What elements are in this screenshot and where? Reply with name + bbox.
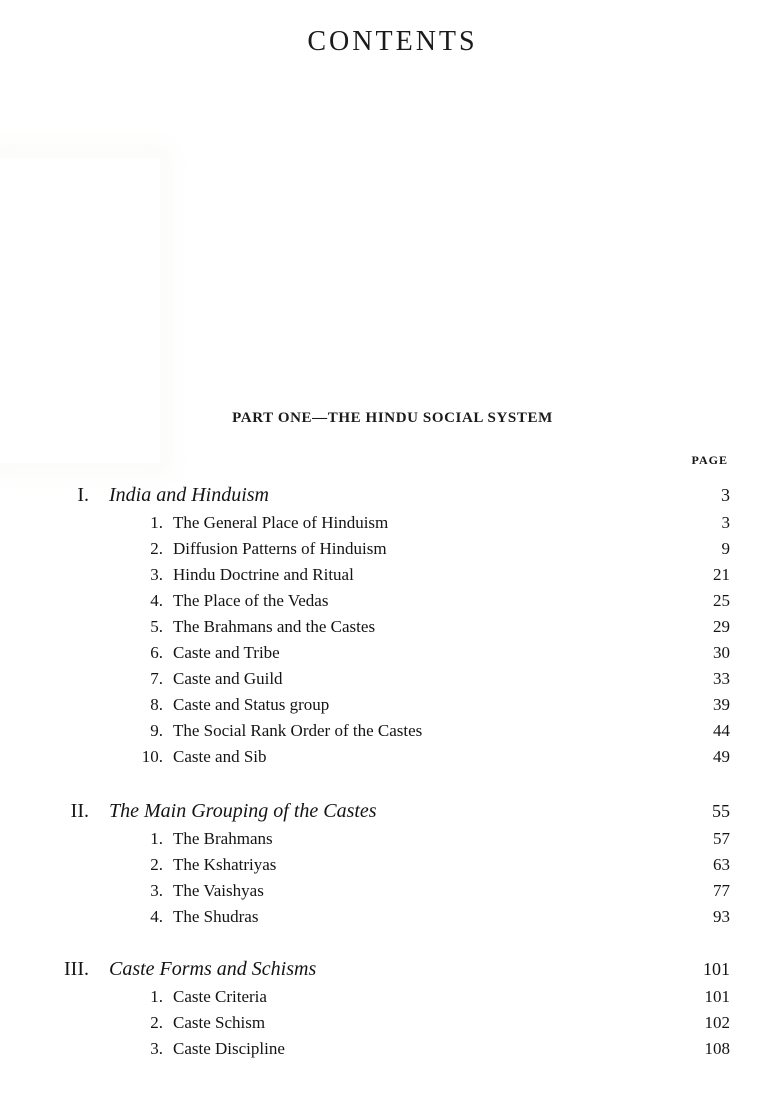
item-number: 8. — [150, 695, 163, 714]
chapter-numeral: I. — [77, 484, 89, 506]
item-number: 5. — [150, 617, 163, 636]
item-title: The Shudras — [173, 907, 259, 926]
chapter-page-number: 55 — [712, 801, 730, 821]
toc-item-row — [55, 904, 730, 930]
toc-item-row — [55, 510, 730, 536]
item-number: 1. — [150, 987, 163, 1006]
item-title: The Brahmans and the Castes — [173, 617, 376, 636]
item-title: The Social Rank Order of the Castes — [173, 721, 423, 740]
item-page-number: 63 — [713, 855, 730, 874]
page-column-label: PAGE — [691, 453, 728, 467]
item-number: 6. — [150, 643, 163, 662]
chapter-page-number: 101 — [703, 959, 730, 979]
toc-item-row — [55, 878, 730, 904]
page-title: CONTENTS — [307, 26, 478, 57]
chapter-row — [55, 954, 730, 984]
item-page-number: 33 — [713, 669, 730, 688]
toc-item-row — [55, 1010, 730, 1036]
toc-item-row — [55, 744, 730, 770]
item-page-number: 93 — [713, 907, 730, 926]
item-page-number: 21 — [713, 565, 730, 584]
item-number: 4. — [150, 591, 163, 610]
toc-item-row — [55, 614, 730, 640]
item-number: 2. — [150, 539, 163, 558]
toc-item-row — [55, 640, 730, 666]
item-title: Caste Discipline — [173, 1039, 285, 1058]
toc-item-row — [55, 984, 730, 1010]
item-page-number: 108 — [704, 1039, 730, 1058]
item-page-number: 49 — [713, 747, 730, 766]
toc-item-row — [55, 666, 730, 692]
item-number: 4. — [150, 907, 163, 926]
item-title: The Place of the Vedas — [173, 591, 329, 610]
item-number: 7. — [150, 669, 163, 688]
item-title: Caste Criteria — [173, 987, 267, 1006]
item-page-number: 30 — [713, 643, 730, 662]
item-number: 3. — [150, 881, 163, 900]
chapter-title: Caste Forms and Schisms — [109, 958, 317, 980]
item-title: Caste and Tribe — [173, 643, 280, 662]
toc-item-row — [55, 1036, 730, 1062]
part-heading: PART ONE—THE HINDU SOCIAL SYSTEM — [232, 410, 553, 426]
chapter-title: The Main Grouping of the Castes — [109, 800, 377, 822]
chapter-row — [55, 796, 730, 826]
item-title: The Brahmans — [173, 829, 273, 848]
item-number: 3. — [150, 1039, 163, 1058]
toc-item-row — [55, 718, 730, 744]
toc-item-row — [55, 536, 730, 562]
item-number: 1. — [150, 829, 163, 848]
item-page-number: 101 — [704, 987, 730, 1006]
item-title: Caste and Guild — [173, 669, 283, 688]
item-page-number: 77 — [713, 881, 730, 900]
item-number: 2. — [150, 1013, 163, 1032]
chapter-page-number: 3 — [721, 485, 730, 505]
item-page-number: 39 — [713, 695, 730, 714]
item-number: 2. — [150, 855, 163, 874]
item-page-number: 9 — [721, 539, 730, 558]
item-page-number: 29 — [713, 617, 730, 636]
item-title: The Vaishyas — [173, 881, 264, 900]
chapter-numeral: III. — [64, 958, 89, 980]
item-number: 9. — [150, 721, 163, 740]
chapter-numeral: II. — [70, 800, 89, 822]
chapter-title: India and Hinduism — [109, 484, 269, 506]
item-title: Caste Schism — [173, 1013, 266, 1032]
item-page-number: 25 — [713, 591, 730, 610]
item-title: Diffusion Patterns of Hinduism — [173, 539, 387, 558]
item-number: 3. — [150, 565, 163, 584]
toc-item-row — [55, 826, 730, 852]
item-title: Caste and Sib — [173, 747, 267, 766]
item-number: 1. — [150, 513, 163, 532]
item-title: The General Place of Hinduism — [173, 513, 389, 532]
item-page-number: 3 — [721, 513, 730, 532]
item-page-number: 44 — [713, 721, 730, 740]
item-title: The Kshatriyas — [173, 855, 277, 874]
toc-item-row — [55, 692, 730, 718]
toc-item-row — [55, 588, 730, 614]
item-title: Caste and Status group — [173, 695, 330, 714]
item-title: Hindu Doctrine and Ritual — [173, 565, 354, 584]
item-page-number: 102 — [704, 1013, 730, 1032]
item-page-number: 57 — [713, 829, 730, 848]
toc-item-row — [55, 562, 730, 588]
toc-item-row — [55, 852, 730, 878]
item-number: 10. — [141, 747, 163, 766]
chapter-row — [55, 480, 730, 510]
